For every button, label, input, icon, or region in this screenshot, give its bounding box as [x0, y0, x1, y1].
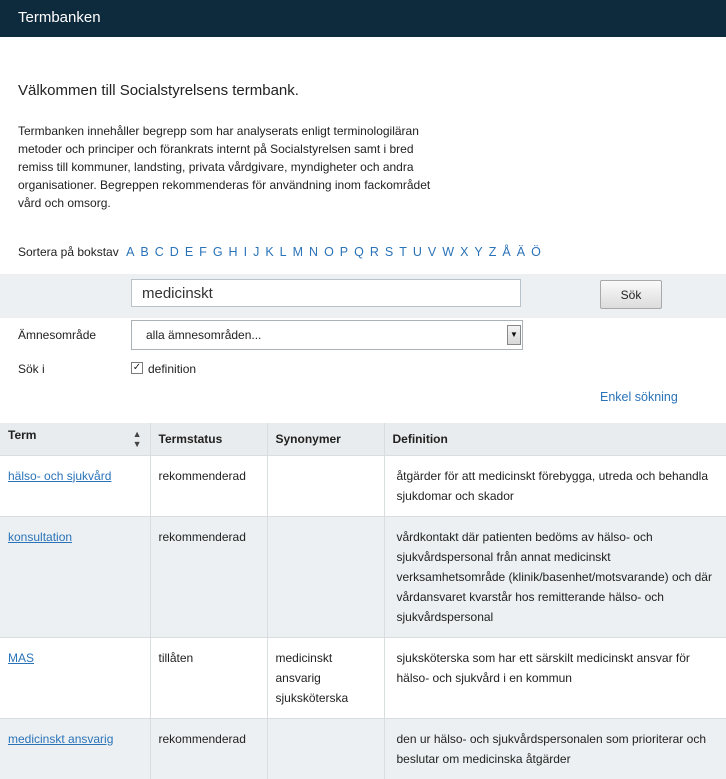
alphabet-letter[interactable]: Z	[488, 245, 497, 259]
status-cell: rekommenderad	[150, 516, 267, 637]
alphabet-letter[interactable]: F	[199, 245, 207, 259]
alphabet-letter[interactable]: S	[384, 245, 394, 259]
alphabet-letter[interactable]: O	[324, 245, 334, 259]
alphabet-letter[interactable]: G	[212, 245, 223, 259]
subject-selected-value: alla ämnesområden...	[146, 328, 262, 342]
alphabet-letter[interactable]: K	[265, 245, 274, 259]
term-link[interactable]: medicinskt ansvarig	[8, 731, 114, 746]
app-header	[0, 0, 726, 37]
search-button[interactable]: Sök	[600, 280, 662, 309]
definition-cell: sjuksköterska som har ett särskilt medicinskt ansvar för hälso- och sjukvård i en kommun	[384, 637, 726, 718]
term-cell	[0, 455, 150, 516]
term-cell	[0, 516, 150, 637]
alphabet-letter[interactable]: Q	[354, 245, 364, 259]
term-link[interactable]: hälso- och sjukvård	[8, 468, 112, 483]
term-cell	[0, 637, 150, 718]
welcome-heading: Välkommen till Socialstyrelsens termbank.	[18, 82, 299, 99]
alphabet-letters	[126, 245, 547, 259]
subject-select[interactable]	[131, 320, 523, 350]
definition-cell: den ur hälso- och sjukvårdspersonalen som prioriterar och beslutar om medicinska åtgärder	[384, 718, 726, 779]
alphabet-letter[interactable]: B	[140, 245, 149, 259]
table-row	[0, 718, 726, 779]
term-link[interactable]: konsultation	[8, 529, 73, 544]
definition-checkbox-label: definition	[148, 362, 197, 376]
search-input[interactable]	[131, 279, 521, 307]
alphabet-letter[interactable]: W	[442, 245, 455, 259]
synonyms-cell	[267, 718, 384, 779]
alphabet-letter[interactable]: P	[339, 245, 349, 259]
alphabet-letter[interactable]: J	[253, 245, 260, 259]
alphabet-letter[interactable]: X	[460, 245, 469, 259]
alphabet-letter[interactable]: N	[309, 245, 319, 259]
definition-cell: åtgärder för att medicinskt förebygga, utreda och behandla sjukdomar och skador	[384, 455, 726, 516]
sort-icon[interactable]: ▲ ▼	[132, 429, 142, 450]
status-cell: rekommenderad	[150, 455, 267, 516]
alphabet-letter[interactable]: I	[243, 245, 248, 259]
alphabet-letter[interactable]: H	[228, 245, 238, 259]
alphabet-letter[interactable]: Ä	[516, 245, 526, 259]
table-row	[0, 455, 726, 516]
alphabet-label: Sortera på bokstav	[18, 245, 119, 259]
alphabet-letter[interactable]: Ö	[531, 245, 541, 259]
term-cell	[0, 718, 150, 779]
synonyms-cell	[267, 455, 384, 516]
alphabet-letter[interactable]: Å	[502, 245, 511, 259]
alphabet-letter[interactable]: A	[126, 245, 135, 259]
alphabet-letter[interactable]: Y	[474, 245, 483, 259]
intro-description: Termbanken innehåller begrepp som har analyserats enligt terminologiläran metoder och principer och förankrats internt på Socialstyrelsen samt i bred remiss till kommuner, landsting, privata vårdgivare, myndigheter och andra organisationer. Begreppen rekommenderas för användning inom fackområdet vård och omsorg.	[18, 124, 431, 210]
results-table	[0, 423, 726, 779]
column-header-definition: Definition	[392, 431, 448, 446]
table-header-row	[0, 423, 726, 455]
subject-label: Ämnesområde	[18, 328, 97, 342]
alphabet-letter[interactable]: M	[292, 245, 304, 259]
alphabet-letter[interactable]: D	[169, 245, 179, 259]
alphabet-letter[interactable]: R	[369, 245, 379, 259]
status-cell: tillåten	[150, 637, 267, 718]
definition-checkbox[interactable]: ✓	[132, 362, 142, 373]
status-cell: rekommenderad	[150, 718, 267, 779]
alphabet-letter[interactable]: C	[154, 245, 164, 259]
term-link[interactable]: MAS	[8, 650, 35, 665]
synonyms-cell: medicinskt ansvarig sjuksköterska	[267, 637, 384, 718]
alphabet-letter[interactable]: T	[399, 245, 407, 259]
column-header-synonyms: Synonymer	[267, 423, 384, 455]
app-title: Termbanken	[18, 9, 101, 26]
alphabet-filter	[18, 245, 547, 259]
column-header-term[interactable]: Term ▲ ▼	[0, 423, 150, 455]
alphabet-letter[interactable]: U	[412, 245, 422, 259]
search-in-label: Sök i	[18, 362, 45, 376]
chevron-down-icon[interactable]: ▼	[507, 325, 521, 345]
definition-cell: vårdkontakt där patienten bedöms av hälso- och sjukvårdspersonal från annat medicinskt verksamhetsområde (klinik/basenhet/motsvarande) och där vårdansvaret kvarstår hos remitterande hälso- och sjukvårdspersonal	[384, 516, 726, 637]
table-row	[0, 516, 726, 637]
simple-search-link[interactable]: Enkel sökning	[600, 390, 678, 404]
synonyms-cell	[267, 516, 384, 637]
column-header-status: Termstatus	[150, 423, 267, 455]
alphabet-letter[interactable]: E	[184, 245, 194, 259]
alphabet-letter[interactable]: V	[427, 245, 437, 259]
table-row	[0, 637, 726, 718]
alphabet-letter[interactable]: L	[279, 245, 287, 259]
